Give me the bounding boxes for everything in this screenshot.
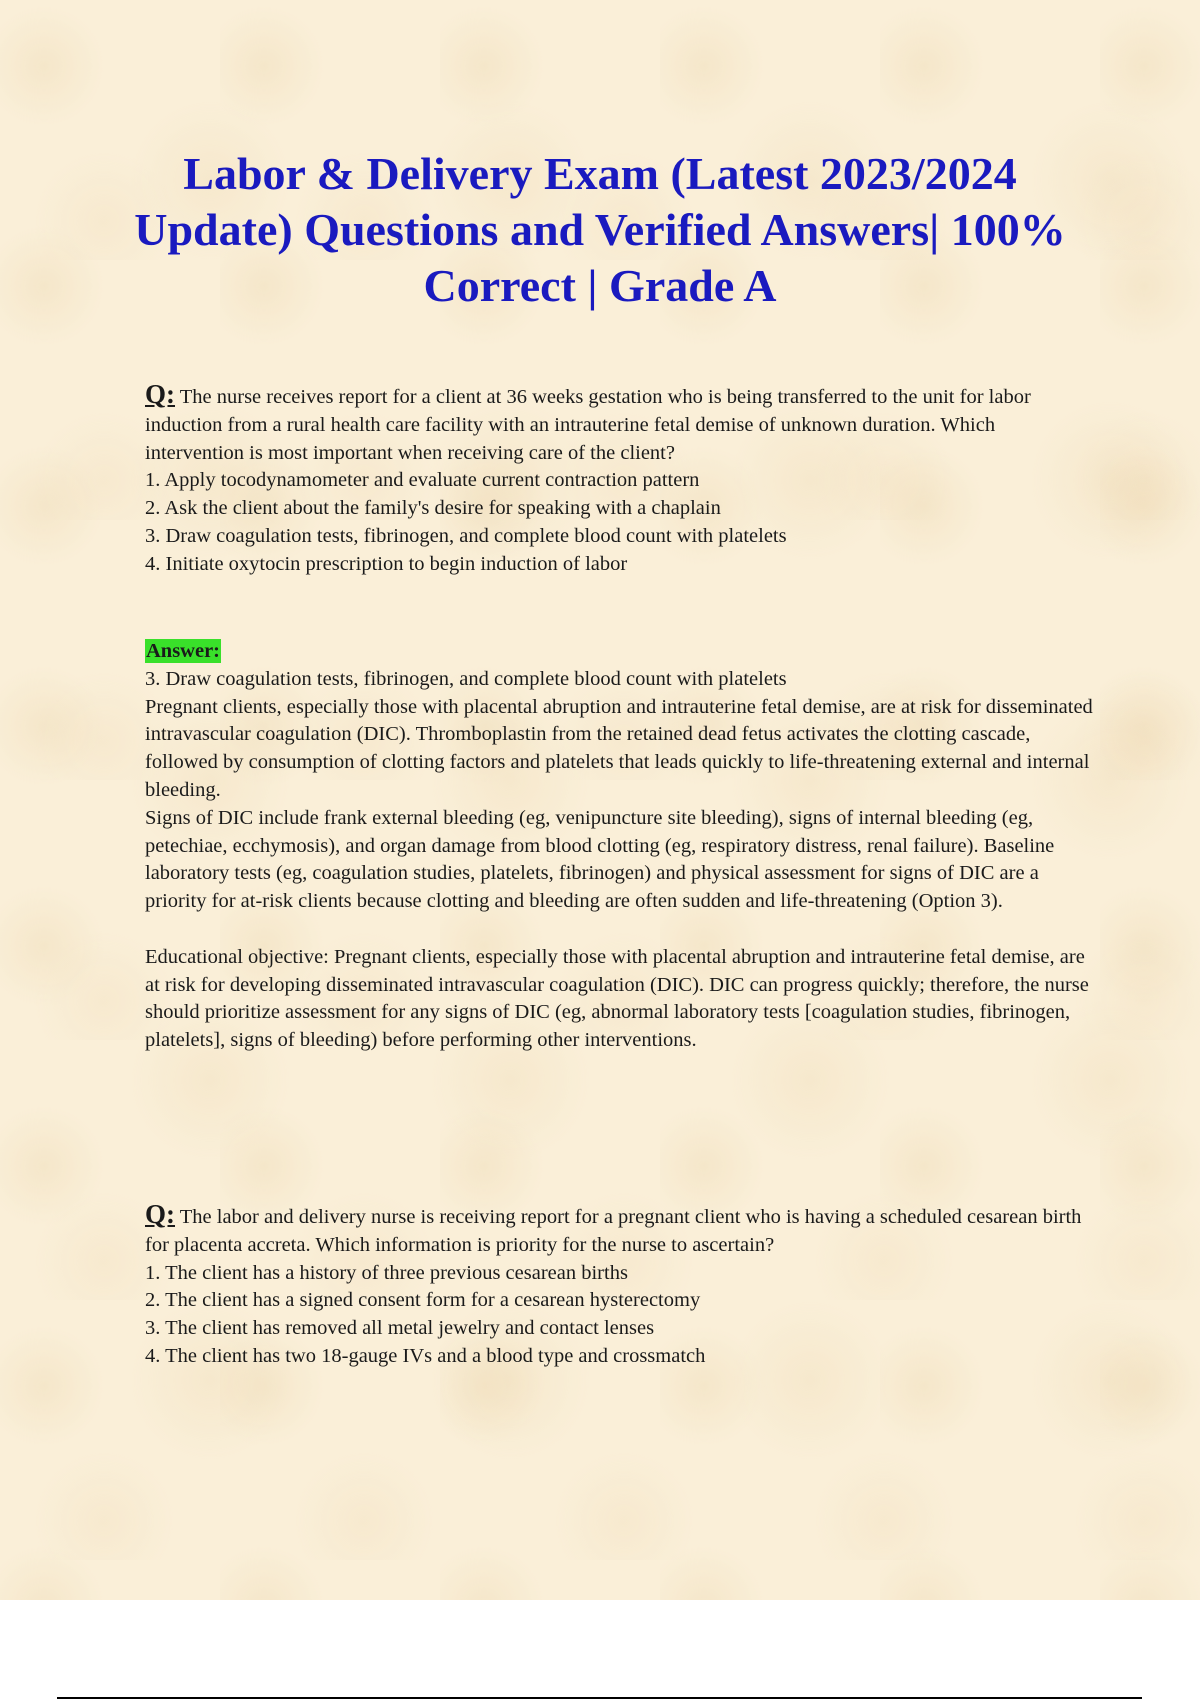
question-2-option: 2. The client has a signed consent form for a cesarean hysterectomy: [145, 1289, 701, 1312]
answer-1-correct-option: 3. Draw coagulation tests, fibrinogen, and complete blood count with platelets: [145, 667, 787, 690]
question-1-option: 3. Draw coagulation tests, fibrinogen, and complete blood count with platelets: [145, 524, 787, 547]
question-2-text: The labor and delivery nurse is receiving report for a pregnant client who is having a scheduled cesarean birth for placenta accreta. Which information is priority for the nurse to ascertain?: [145, 1206, 1082, 1256]
question-2: [145, 1201, 1095, 1371]
question-label: Q:: [145, 1199, 175, 1229]
question-1-option: 1. Apply tocodynamometer and evaluate current contraction pattern: [145, 469, 700, 492]
question-1-option: 2. Ask the client about the family's desire for speaking with a chaplain: [145, 497, 721, 520]
answer-1-rationale-1: Pregnant clients, especially those with placental abruption and intrauterine fetal demise, are at risk for disseminated intravascular coagulation (DIC). Thromboplastin from the retained dead fetus activates the clotting cascade, followed by consumption of clotting factors and platelets that leads quickly to life-threatening external and internal bleeding.: [145, 695, 1093, 801]
question-1-stem: [145, 381, 1095, 467]
footer-divider: [57, 1697, 1142, 1699]
document-title: Labor & Delivery Exam (Latest 2023/2024 Update) Questions and Verified Answers| 100% Correct | Grade A: [134, 148, 1066, 311]
answer-1-educational-objective: Educational objective: Pregnant clients, especially those with placental abruption and intrauterine fetal demise, are at risk for developing disseminated intravascular coagulation (DIC). DIC can progress quickly; therefore, the nurse should prioritize assessment for any signs of DIC (eg, abnormal laboratory tests [coagulation studies, fibrinogen, platelets], signs of bleeding) before performing other interventions.: [145, 945, 1089, 1052]
question-2-option: 4. The client has two 18-gauge IVs and a blood type and crossmatch: [145, 1344, 706, 1367]
question-1-text: The nurse receives report for a client at 36 weeks gestation who is being transferred to the unit for labor induction from a rural health care facility with an intrauterine fetal demise of unknown duration. Which intervention is most important when receiving care of the client?: [145, 386, 1031, 464]
answer-1: [145, 638, 1095, 1055]
question-1-option: 4. Initiate oxytocin prescription to begin induction of labor: [145, 552, 628, 575]
question-label: Q:: [145, 379, 175, 409]
question-2-stem: [145, 1201, 1095, 1260]
question-2-option: 3. The client has removed all metal jewelry and contact lenses: [145, 1317, 655, 1340]
answer-label: Answer:: [146, 640, 221, 662]
question-1: [145, 381, 1095, 579]
answer-1-rationale-2: Signs of DIC include frank external bleeding (eg, venipuncture site bleeding), signs of internal bleeding (eg, petechiae, ecchymosis), and organ damage from blood clotting (eg, respiratory distress, renal failure). Baseline laboratory tests (eg, coagulation studies, platelets, fibrinogen) and physical assessment for signs of DIC are a priority for at-risk clients because clotting and bleeding are often sudden and life-threatening (Option 3).: [145, 806, 1055, 913]
question-2-option: 1. The client has a history of three previous cesarean births: [145, 1261, 628, 1284]
